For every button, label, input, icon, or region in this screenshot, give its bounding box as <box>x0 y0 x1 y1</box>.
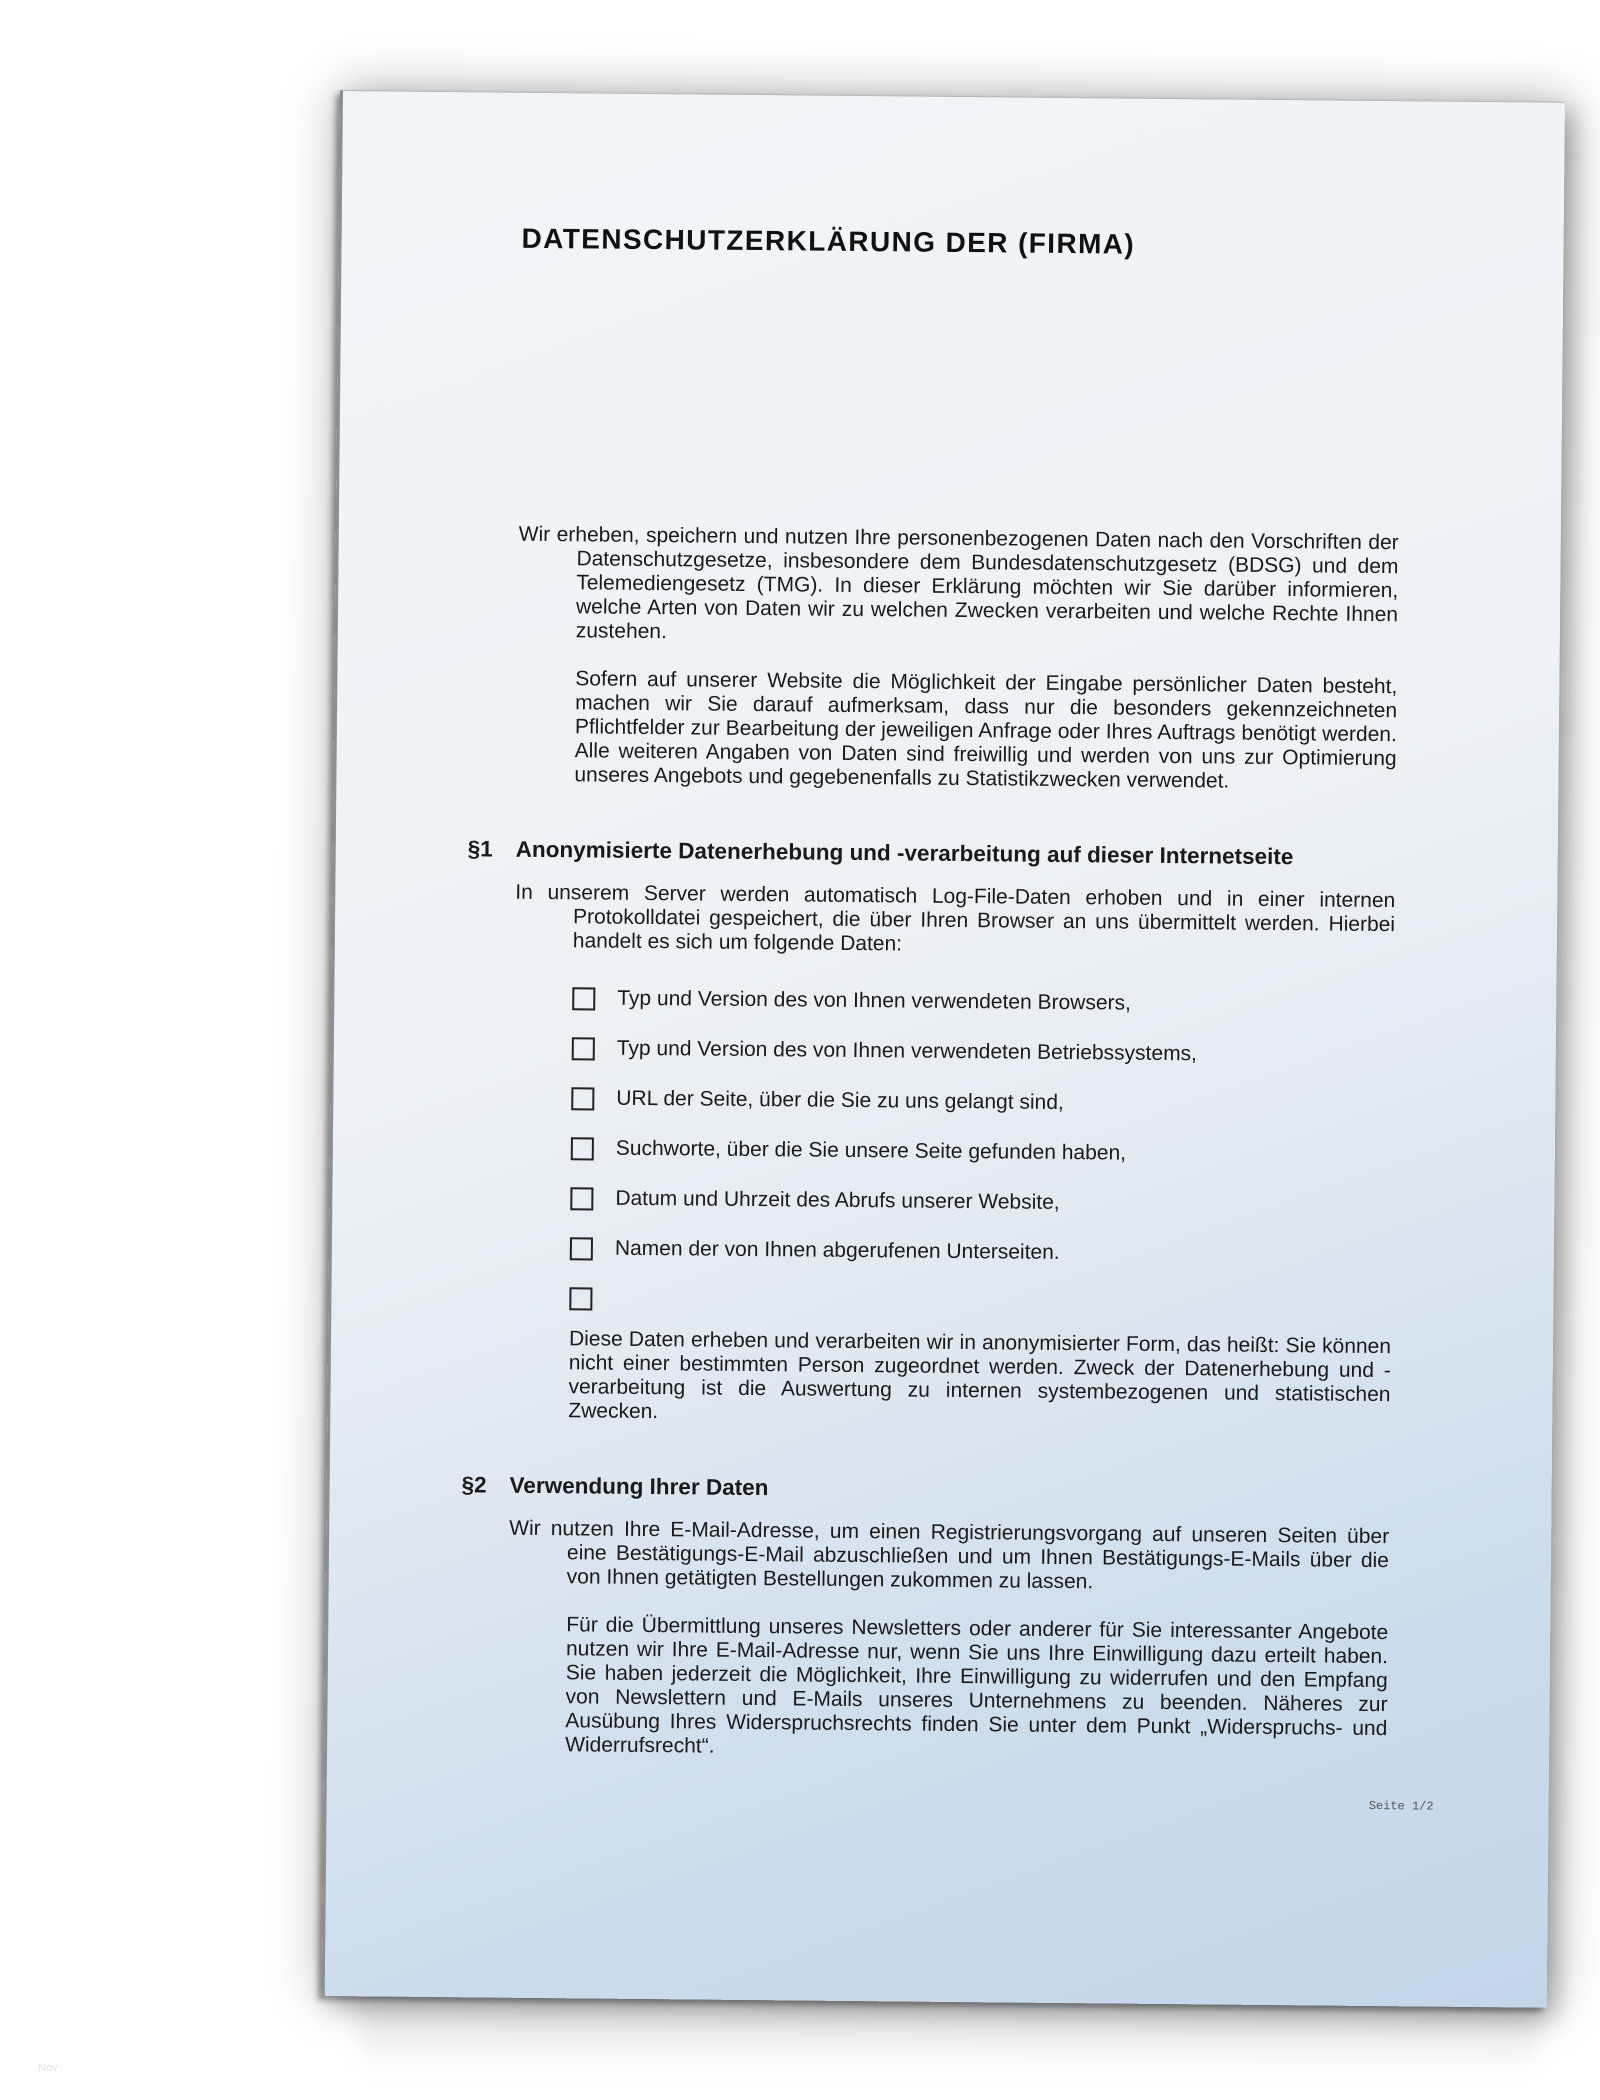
checkbox-icon[interactable] <box>569 1287 592 1310</box>
intro-paragraph-2: Sofern auf unserer Website die Möglichkeit der Eingabe persönlicher Daten besteht, machen wir Sie darauf aufmerksam, dass nur die besonders gekennzeichneten Pflichtfelder zur Bearbeitung der jeweiligen Anfrage oder Ihres Auftrags benötigt werden. Alle weiteren Angaben von Daten sind freiwillig und werden von uns zur Optimierung unseres Angebots und gegebenenfalls zu Statistikzwecken verwendet. <box>574 667 1398 793</box>
checkbox-icon[interactable] <box>572 1037 595 1060</box>
data-checklist <box>569 973 1394 1331</box>
checkbox-icon[interactable] <box>571 1137 594 1160</box>
checklist-item[interactable] <box>572 1023 1394 1081</box>
document-content <box>461 222 1402 1765</box>
checklist-item-label: Datum und Uhrzeit des Abrufs unserer Website, <box>615 1186 1060 1214</box>
checklist-item[interactable] <box>570 1223 1392 1281</box>
corner-watermark: Nov <box>38 2062 58 2074</box>
checklist-item-label: Namen der von Ihnen abgerufenen Unterseiten. <box>614 1236 1060 1264</box>
page-reflection <box>360 1995 1540 2075</box>
section-1-number: §1 <box>467 836 493 862</box>
checklist-item-label: Suchworte, über die Sie unsere Seite gefunden haben, <box>615 1136 1127 1165</box>
checklist-item[interactable] <box>571 1073 1393 1131</box>
section-2-paragraph-1: Wir nutzen Ihre E-Mail-Adresse, um einen Registrierungsvorgang auf unseren Seiten über eine Bestätigungs-E-Mail abzuschließen und um Ihnen Bestätigungs-E-Mails über die von Ihnen getätigten Bestellungen zukommen zu lassen. <box>509 1516 1390 1594</box>
page-number: Seite 1/2 <box>1368 1798 1434 1814</box>
section-2-paragraph-2: Für die Übermittlung unseres Newsletters oder anderer für Sie interessanter Angebote nutzen wir Ihre E-Mail-Adresse nur, wenn Sie uns Ihre Einwilligung dazu erteilt haben. Sie haben jederzeit die Möglichkeit, Ihre Einwilligung zu widerrufen und den Empfang von Newslettern und E-Mails unseres Unternehmens zu beenden. Näheres zur Ausübung Ihres Widerspruchsrechts finden Sie unter dem Punkt „Widerspruchs- und Widerrufsrecht“. <box>565 1613 1389 1758</box>
checkbox-icon[interactable] <box>572 987 595 1010</box>
checklist-item[interactable] <box>570 1173 1392 1231</box>
checkbox-icon[interactable] <box>570 1187 593 1210</box>
section-1-closing: Diese Daten erheben und verarbeiten wir in anonymisierter Form, das heißt: Sie können nicht einer bestimmten Person zugeordnet werden. Zweck der Datenerhebung und -verarbeitung ist die Auswertung zu internen systembezogenen und statistischen Zwecken. <box>568 1327 1392 1424</box>
checklist-item-label: Typ und Version des von Ihnen verwendeten Browsers, <box>617 986 1132 1015</box>
checklist-item-empty[interactable] <box>569 1273 1391 1331</box>
checklist-item-label: URL der Seite, über die Sie zu uns gelangt sind, <box>616 1086 1064 1114</box>
checkbox-icon[interactable] <box>571 1087 594 1110</box>
section-1-paragraph: In unserem Server werden automatisch Log-File-Daten erhoben und in einer internen Protokolldatei gespeichert, die über Ihren Browser an uns übermittelt werden. Hierbei handelt es sich um folgende Daten: <box>515 880 1396 956</box>
document-title: DATENSCHUTZERKLÄRUNG DER (FIRMA) <box>521 222 1136 260</box>
checkbox-icon[interactable] <box>570 1237 593 1260</box>
intro-paragraph-1: Wir erheben, speichern und nutzen Ihre personenbezogenen Daten nach den Vorschriften der Datenschutzgesetze, insbesondere dem Bundesdatenschutzgesetz (BDSG) und dem Telemediengesetz (TMG). In dieser Erklärung möchten wir Sie darüber informieren, welche Arten von Daten wir zu welchen Zwecken verarbeiten und welche Rechte Ihnen zustehen. <box>518 522 1399 644</box>
checklist-item[interactable] <box>572 973 1394 1031</box>
section-1-heading <box>468 836 1396 871</box>
checklist-item-label: Typ und Version des von Ihnen verwendeten Betriebssystems, <box>616 1036 1198 1066</box>
section-2-number: §2 <box>461 1472 487 1498</box>
checklist-item[interactable] <box>571 1123 1393 1181</box>
section-2-title: Verwendung Ihrer Daten <box>509 1472 769 1501</box>
document-page <box>322 90 1565 2008</box>
section-2-heading <box>461 1472 1389 1507</box>
section-1-title: Anonymisierte Datenerhebung und -verarbeitung auf dieser Internetseite <box>515 836 1294 870</box>
